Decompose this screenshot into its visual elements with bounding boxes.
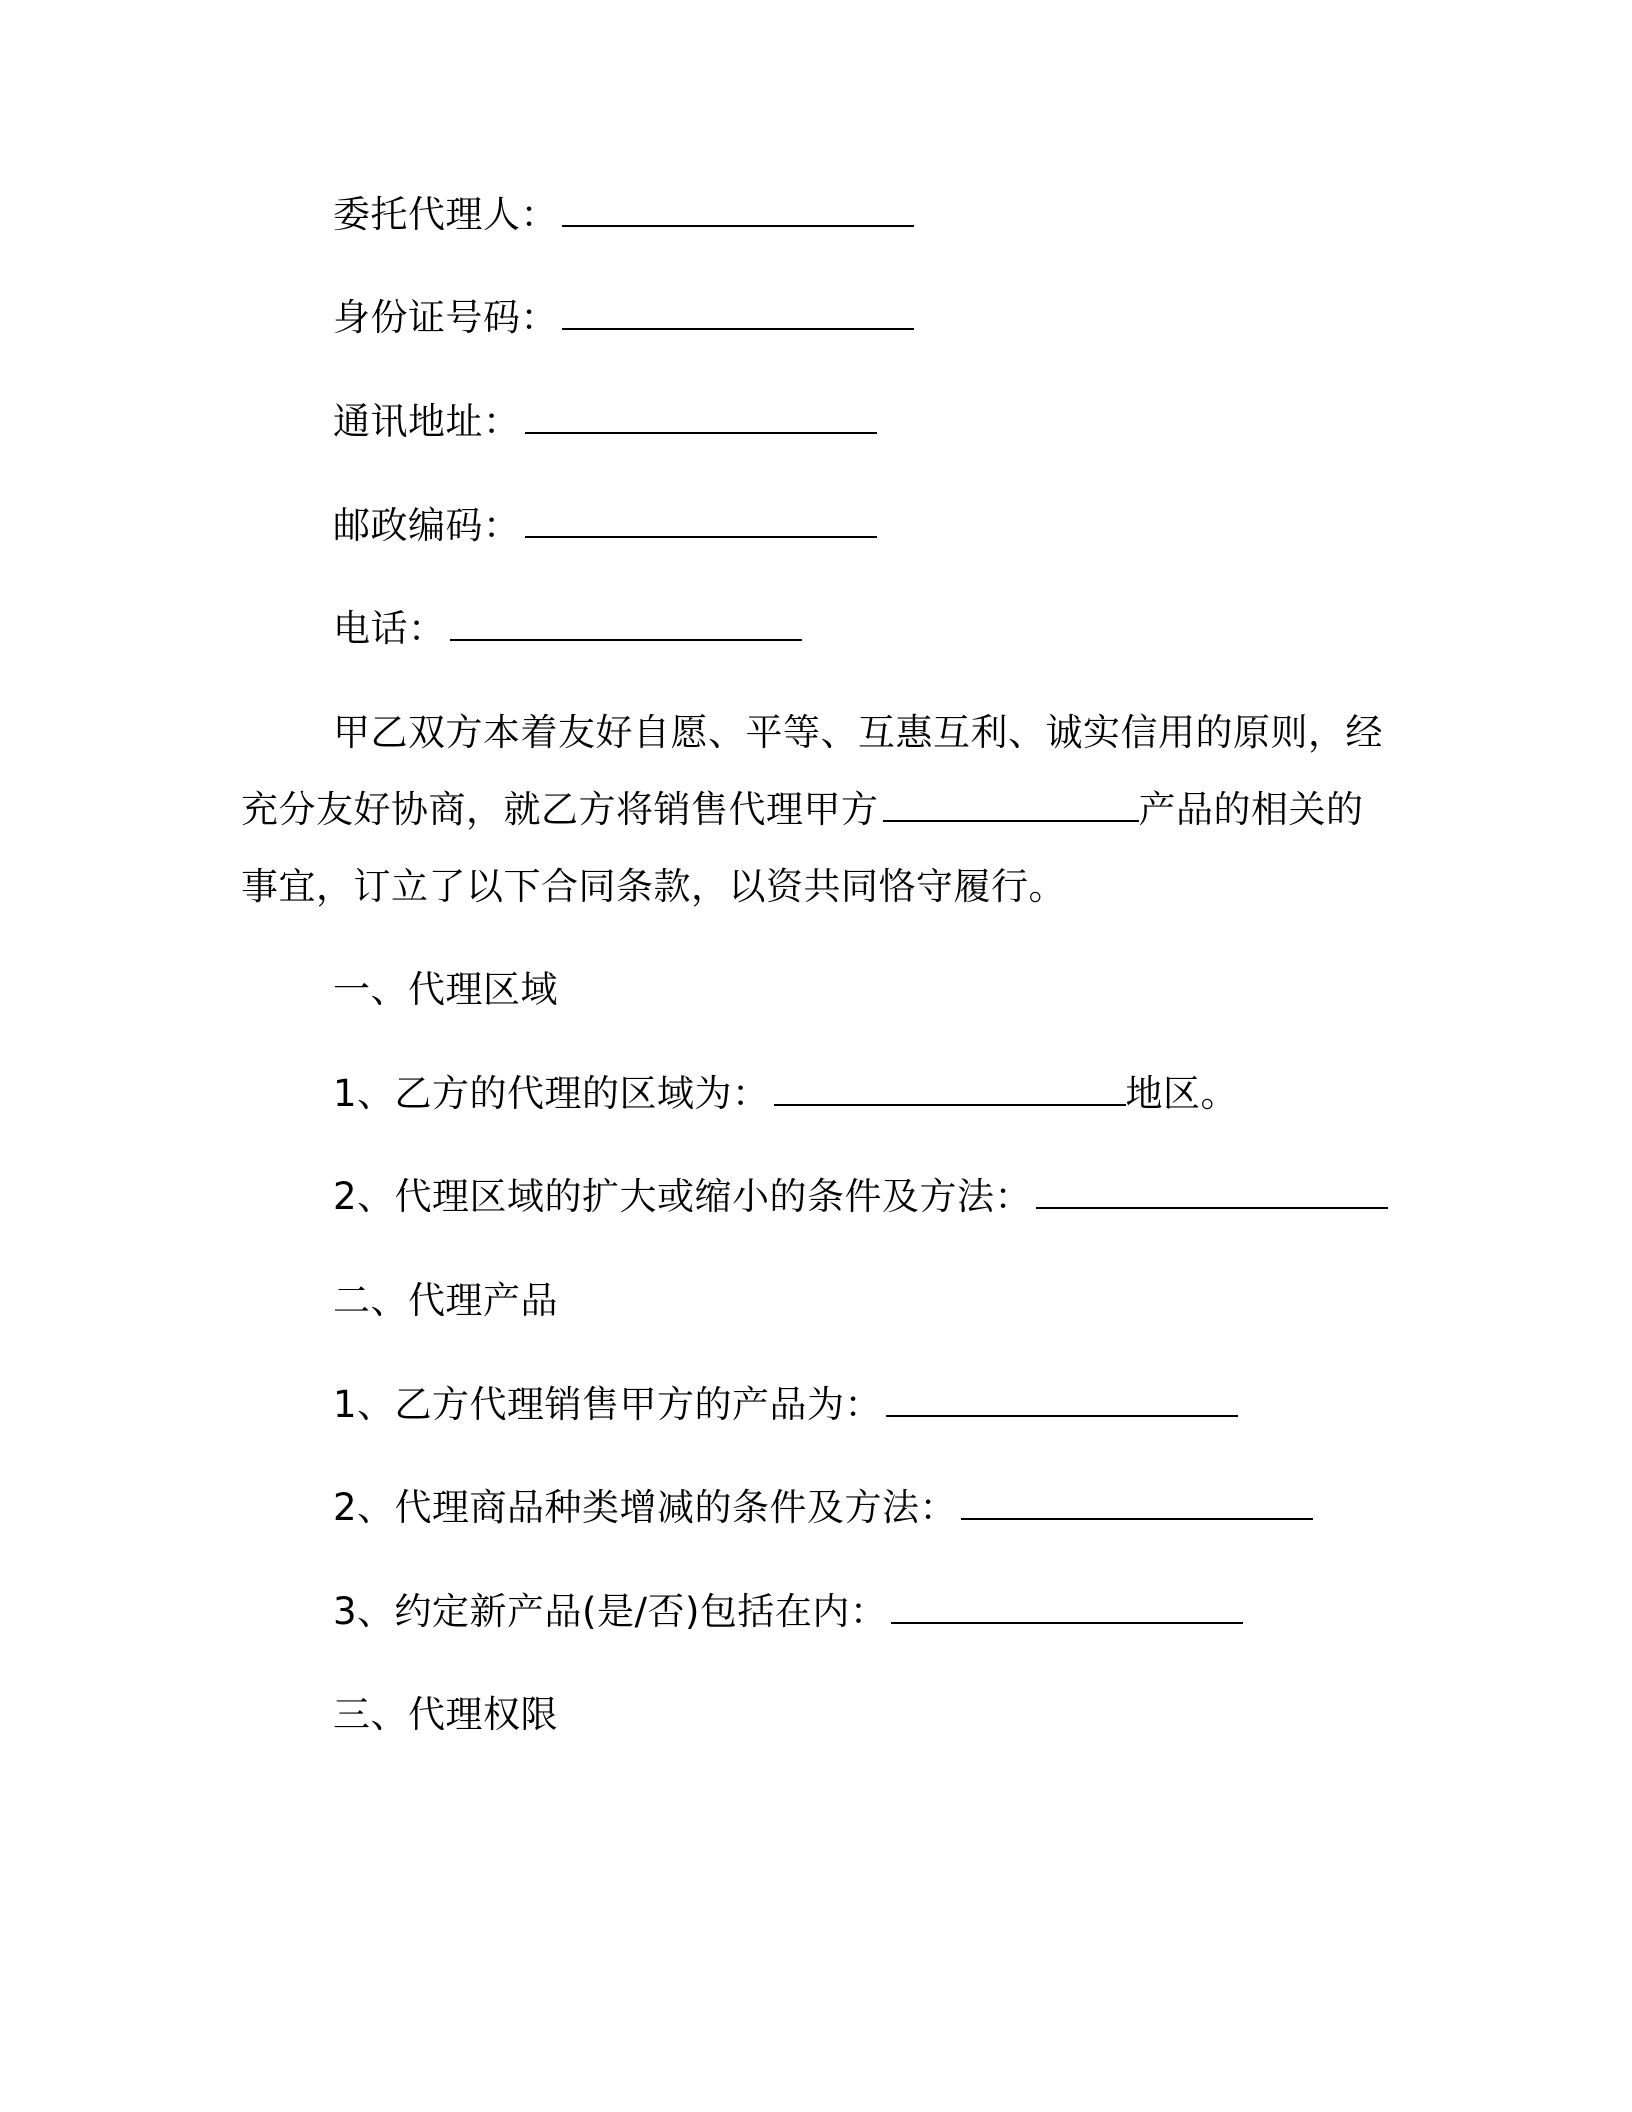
postcode-field: [333, 504, 877, 548]
section-1-item-1: [333, 1072, 1238, 1116]
product-change-label: 2、代理商品种类增减的条件及方法：: [333, 1486, 958, 1529]
phone-blank[interactable]: [450, 609, 802, 641]
intro-text-2a: 充分友好协商，就乙方将销售代理甲方: [241, 788, 879, 831]
intro-text-1: 甲乙双方本着友好自愿、平等、互惠互利、诚实信用的原则，经: [333, 711, 1383, 754]
agent-blank[interactable]: [562, 195, 914, 227]
section-1-title: 一、代理区域: [333, 968, 558, 1011]
intro-text-2b: 产品的相关的: [1138, 788, 1364, 831]
section-2-title: 二、代理产品: [333, 1279, 558, 1322]
section-3-heading: [333, 1693, 558, 1737]
products-blank[interactable]: [886, 1385, 1238, 1417]
region-change-blank[interactable]: [1036, 1177, 1388, 1209]
section-1-heading: [333, 968, 558, 1012]
new-product-blank[interactable]: [891, 1592, 1243, 1624]
section-2-item-1: [333, 1383, 1238, 1427]
address-label: 通讯地址：: [333, 400, 521, 443]
products-label: 1、乙方代理销售甲方的产品为：: [333, 1383, 883, 1426]
address-field: [333, 400, 877, 444]
section-3-title: 三、代理权限: [333, 1693, 558, 1736]
region-label: 1、乙方的代理的区域为：: [333, 1072, 770, 1115]
postcode-label: 邮政编码：: [333, 504, 521, 547]
new-product-label: 3、约定新产品(是/否)包括在内：: [333, 1590, 888, 1633]
phone-label: 电话：: [333, 607, 446, 650]
id-number-blank[interactable]: [562, 298, 914, 330]
intro-text-3: 事宜，订立了以下合同条款，以资共同恪守履行。: [241, 865, 1066, 908]
region-blank[interactable]: [774, 1074, 1126, 1106]
region-change-label: 2、代理区域的扩大或缩小的条件及方法：: [333, 1175, 1033, 1218]
intro-line-3: [241, 865, 1066, 909]
postcode-blank[interactable]: [525, 506, 877, 538]
intro-line-1: [333, 711, 1383, 755]
agent-label: 委托代理人：: [333, 193, 558, 236]
product-blank[interactable]: [883, 790, 1139, 822]
address-blank[interactable]: [525, 402, 877, 434]
section-2-item-3: [333, 1590, 1243, 1634]
section-2-heading: [333, 1279, 558, 1323]
product-change-blank[interactable]: [961, 1488, 1313, 1520]
intro-line-2: [241, 788, 1364, 832]
region-suffix: 地区。: [1125, 1072, 1239, 1115]
section-2-item-2: [333, 1486, 1313, 1530]
agent-field: [333, 193, 914, 237]
section-1-item-2: [333, 1175, 1388, 1219]
id-number-field: [333, 296, 914, 340]
phone-field: [333, 607, 802, 651]
id-number-label: 身份证号码：: [333, 296, 558, 339]
